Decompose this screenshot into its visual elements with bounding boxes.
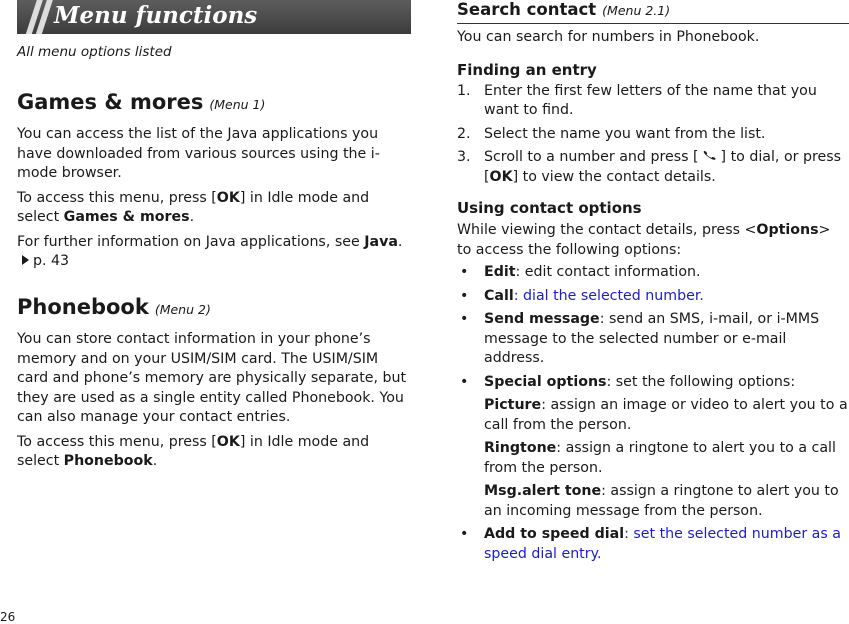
bullet: • bbox=[460, 526, 469, 542]
step-text: ] to dial, or press [ bbox=[484, 149, 842, 185]
option-text: : edit contact information. bbox=[515, 264, 701, 280]
text: . bbox=[189, 209, 195, 225]
text: While viewing the contact details, press < bbox=[457, 222, 757, 238]
option-special-options bbox=[457, 373, 849, 393]
option-label: Send message bbox=[484, 311, 600, 327]
banner-subtitle: All menu options listed bbox=[17, 44, 172, 60]
search-contact-menu-ref: (Menu 2.1) bbox=[602, 3, 671, 18]
step-text: Enter the first few letters of the name that you want to find. bbox=[484, 82, 817, 118]
options-key: Options bbox=[756, 222, 819, 238]
page-reference: p. 43 bbox=[33, 253, 70, 269]
step-text: Select the name you want from the list. bbox=[484, 125, 766, 142]
option-label: Add to speed dial bbox=[484, 526, 625, 542]
text: For further information on Java applications, see bbox=[17, 233, 365, 250]
ok-key: OK bbox=[216, 433, 240, 450]
step-number: 1. bbox=[457, 82, 471, 99]
option-text: : set the following options: bbox=[606, 373, 796, 390]
search-contact-heading bbox=[457, 0, 849, 21]
page-reference-arrow-icon bbox=[22, 255, 29, 265]
step-number: 3. bbox=[457, 149, 471, 165]
suboption-label: Msg.alert tone bbox=[484, 483, 602, 499]
search-intro: You can search for numbers in Phonebook. bbox=[457, 29, 760, 45]
suboption-label: Picture bbox=[484, 397, 542, 413]
games-title: Games & mores bbox=[17, 90, 204, 114]
option-label: Edit bbox=[484, 264, 516, 280]
suboption-ringtone bbox=[457, 439, 849, 478]
text: To access this menu, press [ bbox=[17, 433, 217, 450]
phonebook-title: Phonebook bbox=[17, 295, 149, 319]
option-text: : dial the selected number. bbox=[513, 287, 704, 304]
phonebook-menu-ref: (Menu 2) bbox=[154, 302, 211, 317]
phonebook-menu-name: Phonebook bbox=[63, 453, 153, 469]
step-text: Scroll to a number and press [ bbox=[484, 149, 704, 165]
games-paragraph-2 bbox=[17, 189, 411, 228]
games-heading bbox=[17, 90, 411, 117]
games-menu-name: Games & mores bbox=[63, 209, 190, 225]
phonebook-heading bbox=[17, 295, 411, 322]
option-text: : set the selected number as a speed dial entry. bbox=[484, 526, 841, 562]
contact-options-list bbox=[457, 263, 849, 392]
search-contact-heading-block bbox=[457, 0, 849, 24]
games-paragraph-1: You can access the list of the Java applications you have downloaded from various sources using the i-mode browser. bbox=[17, 126, 380, 181]
text: ] in Idle mode and select bbox=[17, 189, 370, 225]
finding-steps bbox=[457, 82, 849, 188]
suboption-msg-alert-tone bbox=[457, 482, 849, 521]
option-label: Special options bbox=[484, 373, 607, 390]
step-text: ] to view the contact details. bbox=[512, 168, 716, 185]
suboption-label: Ringtone bbox=[484, 440, 557, 456]
section-banner bbox=[17, 0, 411, 34]
java-link: Java bbox=[364, 233, 398, 250]
search-contact-body bbox=[457, 28, 849, 568]
text: . bbox=[152, 453, 158, 469]
finding-entry-heading: Finding an entry bbox=[457, 60, 597, 79]
step-item bbox=[457, 82, 849, 121]
suboption-text: : assign an image or video to alert you to a call from the person. bbox=[484, 397, 848, 433]
bullet: • bbox=[460, 373, 469, 390]
suboption-text: : assign a ringtone to alert you to an incoming message from the person. bbox=[484, 483, 839, 519]
call-key-icon bbox=[703, 149, 716, 162]
games-paragraph-3 bbox=[17, 233, 411, 272]
phonebook-section bbox=[17, 295, 411, 472]
text: > to access the following options: bbox=[457, 222, 831, 258]
option-send-message bbox=[457, 310, 849, 369]
search-contact-title: Search contact bbox=[457, 0, 597, 19]
games-menu-ref: (Menu 1) bbox=[209, 97, 266, 112]
text: . bbox=[397, 233, 403, 250]
option-label: Call bbox=[484, 287, 514, 304]
games-section bbox=[17, 90, 411, 272]
step-item bbox=[457, 125, 849, 145]
phonebook-paragraph-1: You can store contact information in your phone’s memory and on your USIM/SIM card. The USIM/SIM card and phone’s memory are physically separate, but they are used as a single entity called Phonebook. You can also manage your contact entries. bbox=[17, 331, 407, 425]
using-options-heading: Using contact options bbox=[457, 199, 642, 217]
suboption-picture bbox=[457, 396, 849, 435]
using-options-intro bbox=[457, 221, 849, 260]
option-call bbox=[457, 287, 849, 307]
phonebook-paragraph-2 bbox=[17, 433, 411, 472]
option-edit bbox=[457, 263, 849, 283]
step-number: 2. bbox=[457, 125, 471, 142]
bullet: • bbox=[460, 311, 469, 327]
bullet: • bbox=[460, 264, 469, 280]
ok-key: OK bbox=[489, 168, 513, 185]
contact-options-list-continued bbox=[457, 525, 849, 564]
page-number: 26 bbox=[0, 610, 16, 624]
suboption-text: : assign a ringtone to alert you to a call from the person. bbox=[484, 440, 836, 476]
bullet: • bbox=[460, 287, 469, 304]
text: To access this menu, press [ bbox=[17, 189, 217, 206]
text: ] in Idle mode and select bbox=[17, 433, 370, 469]
banner-title: Menu functions bbox=[54, 2, 258, 29]
ok-key: OK bbox=[216, 189, 240, 206]
option-add-to-speed-dial bbox=[457, 525, 849, 564]
option-text: : send an SMS, i-mail, or i-MMS message to the selected number or e-mail address. bbox=[484, 311, 820, 366]
step-item bbox=[457, 148, 849, 187]
